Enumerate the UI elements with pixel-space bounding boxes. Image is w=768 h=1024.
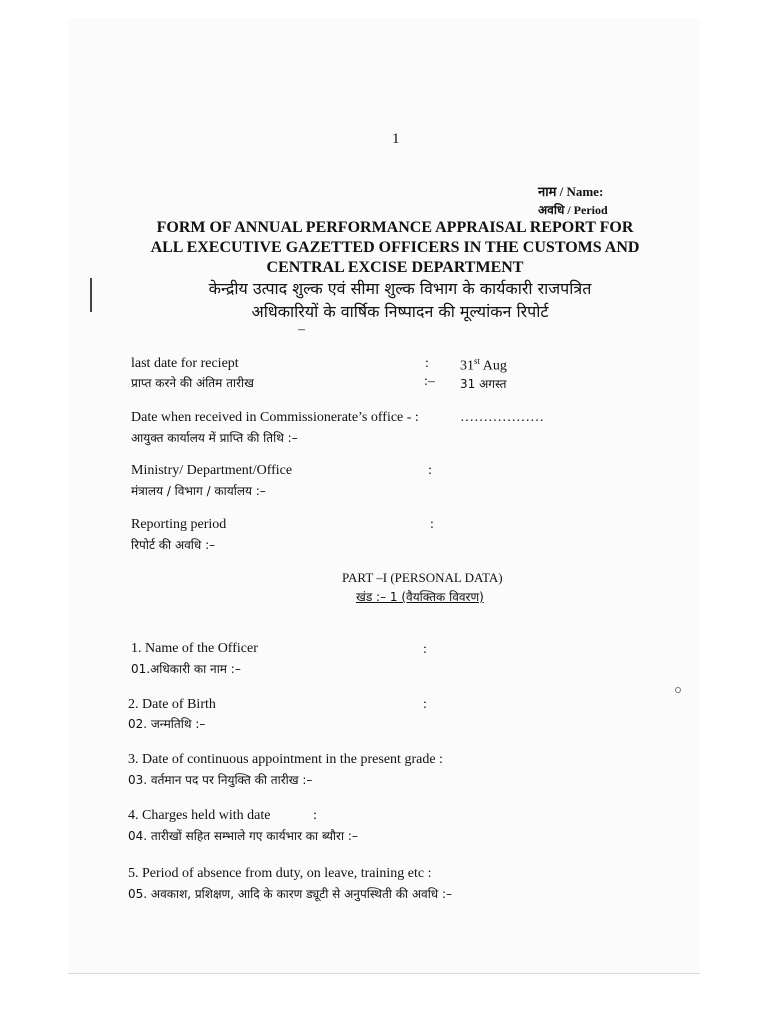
charges-held-hindi-label: 04. तारीखों सहित सम्भाले गए कार्यभार का ब्यौरा :– (128, 829, 358, 843)
name-label: नाम / Name: (538, 184, 604, 199)
charges-held-separator: : (313, 808, 317, 823)
last-date-separator: : (425, 356, 429, 371)
absence-period-label: 5. Period of absence from duty, on leave, training etc : (128, 866, 432, 881)
date-received-hindi-label: आयुक्त कार्यालय में प्राप्ति की तिथि :– (131, 431, 298, 445)
form-title-hindi-line-2: अधिकारियों के वार्षिक निष्पादन की मूल्यांकन रिपोर्ट (251, 302, 549, 321)
appointment-date-hindi-label: 03. वर्तमान पद पर नियुक्ति की तारीख :– (128, 773, 313, 787)
page-number: 1 (392, 131, 400, 147)
officer-name-hindi-label: 01.अधिकारी का नाम :– (131, 662, 241, 676)
scan-margin-mark (90, 278, 92, 312)
date-received-label: Date when received in Commissionerate’s office - : (131, 410, 419, 425)
title-dash: – (298, 322, 305, 337)
last-date-value: 31st Aug (460, 356, 507, 374)
officer-name-separator: : (423, 642, 427, 657)
absence-period-hindi-label: 05. अवकाश, प्रशिक्षण, आदि के कारण ड्यूटी से अनुपस्थिती की अवधि :– (128, 887, 453, 901)
ministry-separator: : (428, 463, 432, 478)
form-title-line-3: CENTRAL EXCISE DEPARTMENT (266, 259, 524, 276)
period-label: अवधि / Period (538, 203, 608, 217)
reporting-period-separator: : (430, 517, 434, 532)
part-1-hindi-title: खंड :– 1 (वैयक्तिक विवरण) (356, 590, 484, 604)
date-of-birth-separator: : (423, 697, 427, 712)
date-of-birth-hindi-label: 02. जन्मतिथि :– (128, 717, 206, 731)
scan-dot-mark (675, 687, 681, 693)
ministry-label: Ministry/ Department/Office (131, 463, 293, 478)
form-title-line-1: FORM OF ANNUAL PERFORMANCE APPRAISAL REPORT FOR (156, 219, 634, 236)
appointment-date-label: 3. Date of continuous appointment in the present grade : (128, 752, 443, 767)
last-date-hindi-label: प्राप्त करने की अंतिम तारीख (131, 376, 254, 390)
date-of-birth-label: 2. Date of Birth (128, 697, 216, 712)
charges-held-label: 4. Charges held with date (128, 808, 271, 823)
date-received-value: ……………… (460, 410, 544, 425)
last-date-hindi-separator: :– (424, 374, 435, 389)
form-title-hindi-line-1: केन्द्रीय उत्पाद शुल्क एवं सीमा शुल्क विभाग के कार्यकारी राजपत्रित (208, 279, 592, 298)
ministry-hindi-label: मंत्रालय / विभाग / कार्यालय :– (131, 484, 266, 498)
officer-name-label: 1. Name of the Officer (131, 641, 258, 656)
reporting-period-label: Reporting period (131, 517, 227, 532)
last-date-hindi-value: 31 अगस्त (460, 377, 507, 391)
part-1-title: PART –I (PERSONAL DATA) (342, 570, 503, 585)
last-date-label: last date for reciept (131, 356, 239, 371)
reporting-period-hindi-label: रिपोर्ट की अवधि :– (131, 538, 216, 552)
form-title-line-2: ALL EXECUTIVE GAZETTED OFFICERS IN THE CUSTOMS AND (150, 239, 640, 256)
